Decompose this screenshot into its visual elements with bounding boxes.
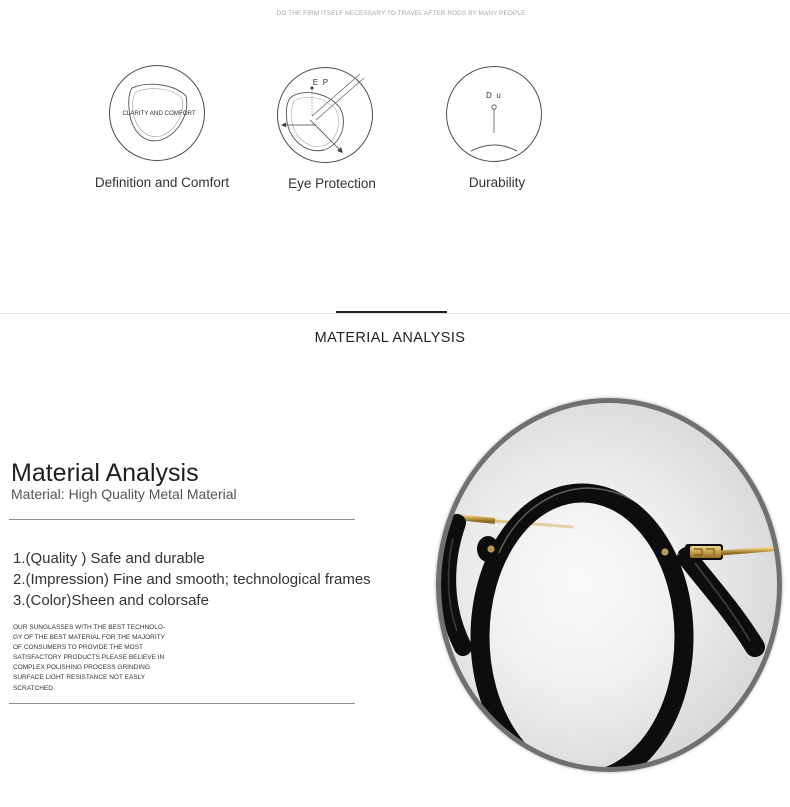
description-line: SCRATCHED — [13, 684, 53, 692]
material-point: 2.(Impression) Fine and smooth; technological frames — [13, 571, 371, 588]
temple-arm-right — [721, 548, 777, 553]
rivet-right — [661, 548, 668, 555]
section-divider — [0, 313, 790, 314]
left-arrow-head — [281, 123, 286, 128]
feature-label-eye-protection: Eye Protection — [288, 176, 376, 191]
durability-icon — [445, 65, 543, 163]
icon-caption: D u — [485, 91, 503, 100]
rivet-left — [487, 545, 494, 552]
glasses-closeup-icon — [436, 398, 782, 772]
lens-inner-outline — [291, 97, 338, 146]
horizon-arc — [471, 145, 517, 151]
material-rule-bottom — [9, 703, 355, 704]
other-lens-rim — [447, 523, 463, 647]
feature-label-durability: Durability — [468, 175, 526, 190]
diagonal-arrow-line — [310, 120, 339, 149]
description-line: GY OF THE BEST MATERIAL FOR THE MAJORITY — [13, 634, 165, 642]
eye-protection-graphic — [276, 66, 374, 164]
header-tagline: DO THE FIRM ITSELF NECESSARY TO TRAVEL AFTER RODS BY MANY PEOPLE — [276, 10, 526, 17]
eye-protection-icon — [276, 66, 374, 164]
material-points — [13, 548, 371, 611]
lens-outline — [286, 93, 343, 151]
description-line: OF CONSUMERS TO PROVIDE THE MOST — [13, 644, 144, 652]
material-heading: Material Analysis — [11, 459, 199, 487]
description-line: SURFACE LIGHT RESISTANCE NOT EASLY — [13, 674, 146, 682]
section-accent-bar — [336, 311, 447, 313]
durability-graphic — [445, 65, 543, 163]
glasses-illustration — [441, 403, 777, 767]
material-description — [13, 623, 165, 694]
material-subheading: Material: High Quality Metal Material — [11, 486, 237, 502]
description-line: COMPLEX POLISHING PROCESS GRINDING — [13, 664, 150, 672]
icon-caption: E P — [312, 78, 330, 87]
clarity-lens-icon — [108, 64, 206, 162]
material-point: 3.(Color)Sheen and colorsafe — [13, 592, 209, 609]
pendulum-head — [492, 105, 496, 109]
feature-label-definition: Definition and Comfort — [94, 175, 230, 190]
description-line: SATISFACTORY PRODUCTS PLEASE BELIEVE IN — [13, 654, 165, 662]
description-line: OUR SUNGLASSES WITH THE BEST TECHNOLO- — [13, 624, 166, 631]
lens-glass — [489, 502, 675, 767]
clarity-lens-graphic — [108, 64, 206, 162]
material-point: 1.(Quality ) Safe and durable — [13, 550, 205, 567]
section-title: MATERIAL ANALYSIS — [314, 330, 466, 346]
icon-caption: CLARITY AND COMFORT — [122, 110, 196, 117]
material-rule-top — [9, 519, 355, 520]
hinge — [685, 544, 723, 560]
